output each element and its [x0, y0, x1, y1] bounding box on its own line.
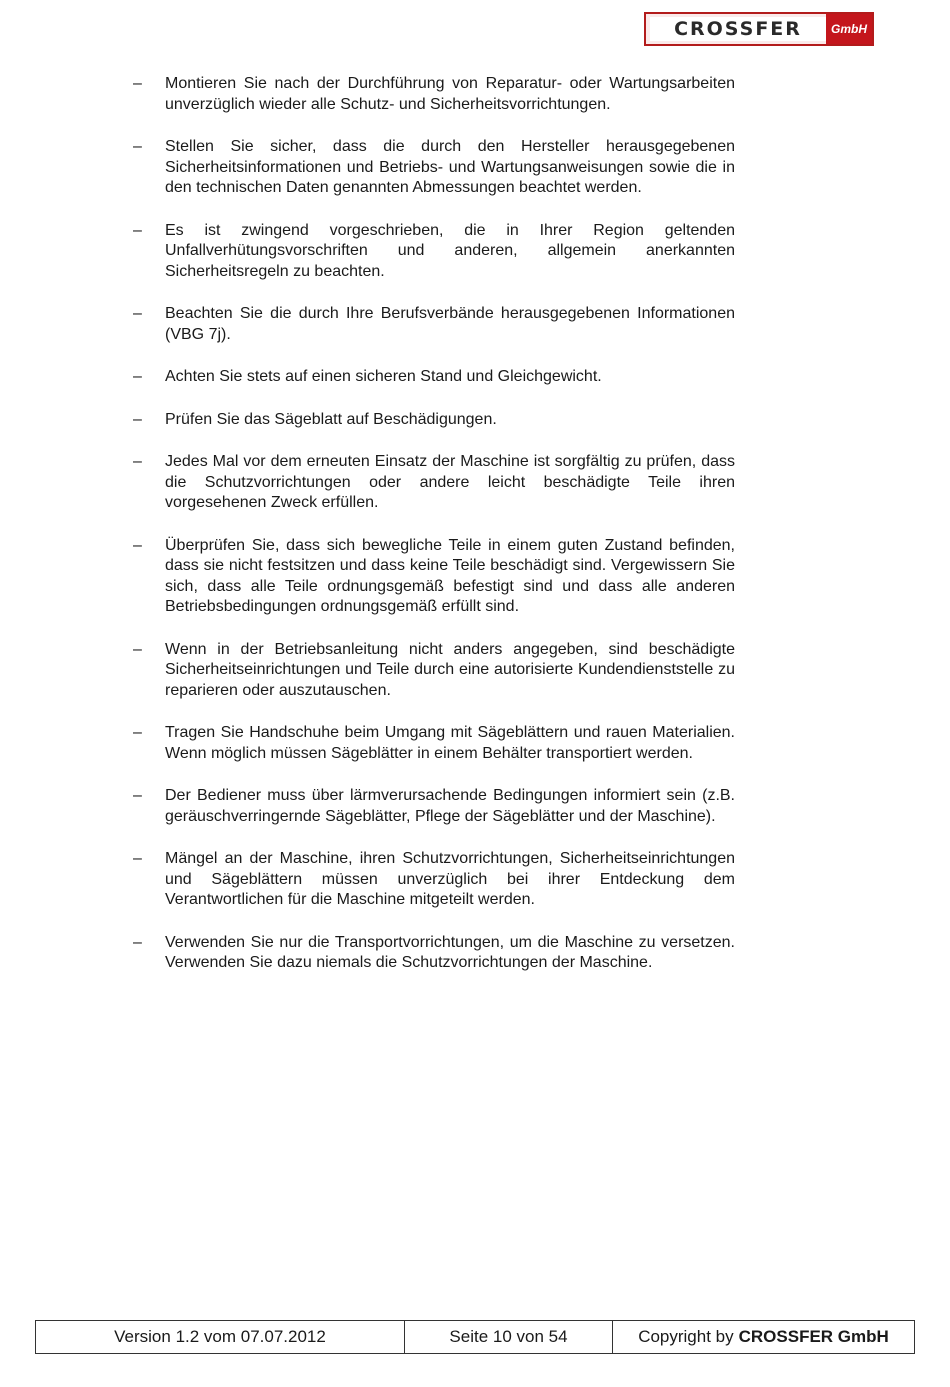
- bullet-dash: –: [133, 410, 142, 428]
- list-item: [133, 933, 735, 974]
- list-item-text: Mängel an der Maschine, ihren Schutzvorrichtungen, Sicherheitseinrichtungen und Sägeblättern müssen unverzüglich bei ihrer Entdeckung dem Verantwortlichen für die Maschine mitgeteilt werden.: [165, 850, 735, 908]
- list-item: [133, 304, 735, 345]
- list-item-text: Der Bediener muss über lärmverursachende Bedingungen informiert sein (z.B. geräuschverringernde Sägeblätter, Pflege der Sägeblätter und der Maschine).: [165, 787, 735, 825]
- bullet-dash: –: [133, 933, 142, 951]
- list-item: [133, 723, 735, 764]
- list-item: [133, 367, 735, 388]
- list-item: [133, 786, 735, 827]
- list-item-text: Montieren Sie nach der Durchführung von Reparatur- oder Wartungsarbeiten unverzüglich wieder alle Schutz- und Sicherheitsvorrichtungen.: [165, 75, 735, 113]
- list-item: [133, 74, 735, 115]
- list-item-text: Tragen Sie Handschuhe beim Umgang mit Sägeblättern und rauen Materialien. Wenn möglich müssen Sägeblätter in einem Behälter transportiert werden.: [165, 724, 735, 762]
- bullet-dash: –: [133, 75, 142, 92]
- list-item: [133, 137, 735, 199]
- bullet-dash: –: [133, 221, 142, 239]
- copyright-prefix: Copyright by: [638, 1327, 734, 1346]
- list-item: [133, 221, 735, 283]
- logo-wordmark: CROSSFER: [650, 17, 826, 41]
- list-item: [133, 536, 735, 618]
- footer-copyright: [613, 1321, 914, 1353]
- bullet-dash: –: [133, 850, 142, 867]
- bullet-dash: –: [133, 787, 142, 804]
- list-item-text: Wenn in der Betriebsanleitung nicht anders angegeben, sind beschädigte Sicherheitseinrichtungen und Teile durch eine autorisierte Kundendienststelle zu reparieren oder auszutauschen.: [165, 640, 735, 699]
- list-item-text: Prüfen Sie das Sägeblatt auf Beschädigungen.: [165, 410, 497, 428]
- bullet-dash: –: [133, 368, 142, 385]
- footer-version: Version 1.2 vom 07.07.2012: [36, 1321, 405, 1353]
- bullet-dash: –: [133, 640, 142, 658]
- list-item: [133, 640, 735, 702]
- bullet-dash: –: [133, 305, 142, 322]
- list-item-text: Jedes Mal vor dem erneuten Einsatz der Maschine ist sorgfältig zu prüfen, dass die Schutzvorrichtungen oder andere leicht beschädigte Teile ihren vorgesehenen Zweck erfüllen.: [165, 453, 735, 511]
- list-item-text: Stellen Sie sicher, dass die durch den Hersteller herausgegebenen Sicherheitsinformationen und Betriebs- und Wartungsanweisungen sowie die in den technischen Daten genannten Abmessungen beachtet werden.: [165, 138, 735, 196]
- list-item-text: Verwenden Sie nur die Transportvorrichtungen, um die Maschine zu versetzen. Verwenden Sie dazu niemals die Schutzvorrichtungen der Maschine.: [165, 933, 735, 971]
- bullet-dash: –: [133, 536, 142, 554]
- bullet-dash: –: [133, 724, 142, 741]
- bullet-dash: –: [133, 453, 142, 470]
- list-item: [133, 452, 735, 514]
- list-item-text: Beachten Sie die durch Ihre Berufsverbände herausgegebenen Informationen (VBG 7j).: [165, 305, 735, 343]
- list-item: [133, 410, 735, 431]
- safety-instructions-list: [133, 74, 735, 996]
- company-logo: [644, 12, 874, 46]
- list-item-text: Überprüfen Sie, dass sich bewegliche Teile in einem guten Zustand befinden, dass sie nicht festsitzen und dass keine Teile beschädigt sind. Vergewissern Sie sich, dass alle Teile ordnungsgemäß befestigt sind und dass alle anderen Betriebsbedingungen ordnungsgemäß erfüllt sind.: [165, 536, 735, 615]
- copyright-owner: CROSSFER GmbH: [738, 1327, 889, 1346]
- page-footer: [35, 1320, 915, 1354]
- bullet-dash: –: [133, 138, 142, 155]
- footer-page-number: Seite 10 von 54: [405, 1321, 613, 1353]
- list-item-text: Es ist zwingend vorgeschrieben, die in Ihrer Region geltenden Unfallverhütungsvorschriften und anderen, allgemein anerkannten Sicherheitsregeln zu beachten.: [165, 221, 735, 280]
- logo-gmbh-badge: GmbH: [826, 14, 872, 44]
- list-item: [133, 849, 735, 911]
- list-item-text: Achten Sie stets auf einen sicheren Stand und Gleichgewicht.: [165, 368, 602, 385]
